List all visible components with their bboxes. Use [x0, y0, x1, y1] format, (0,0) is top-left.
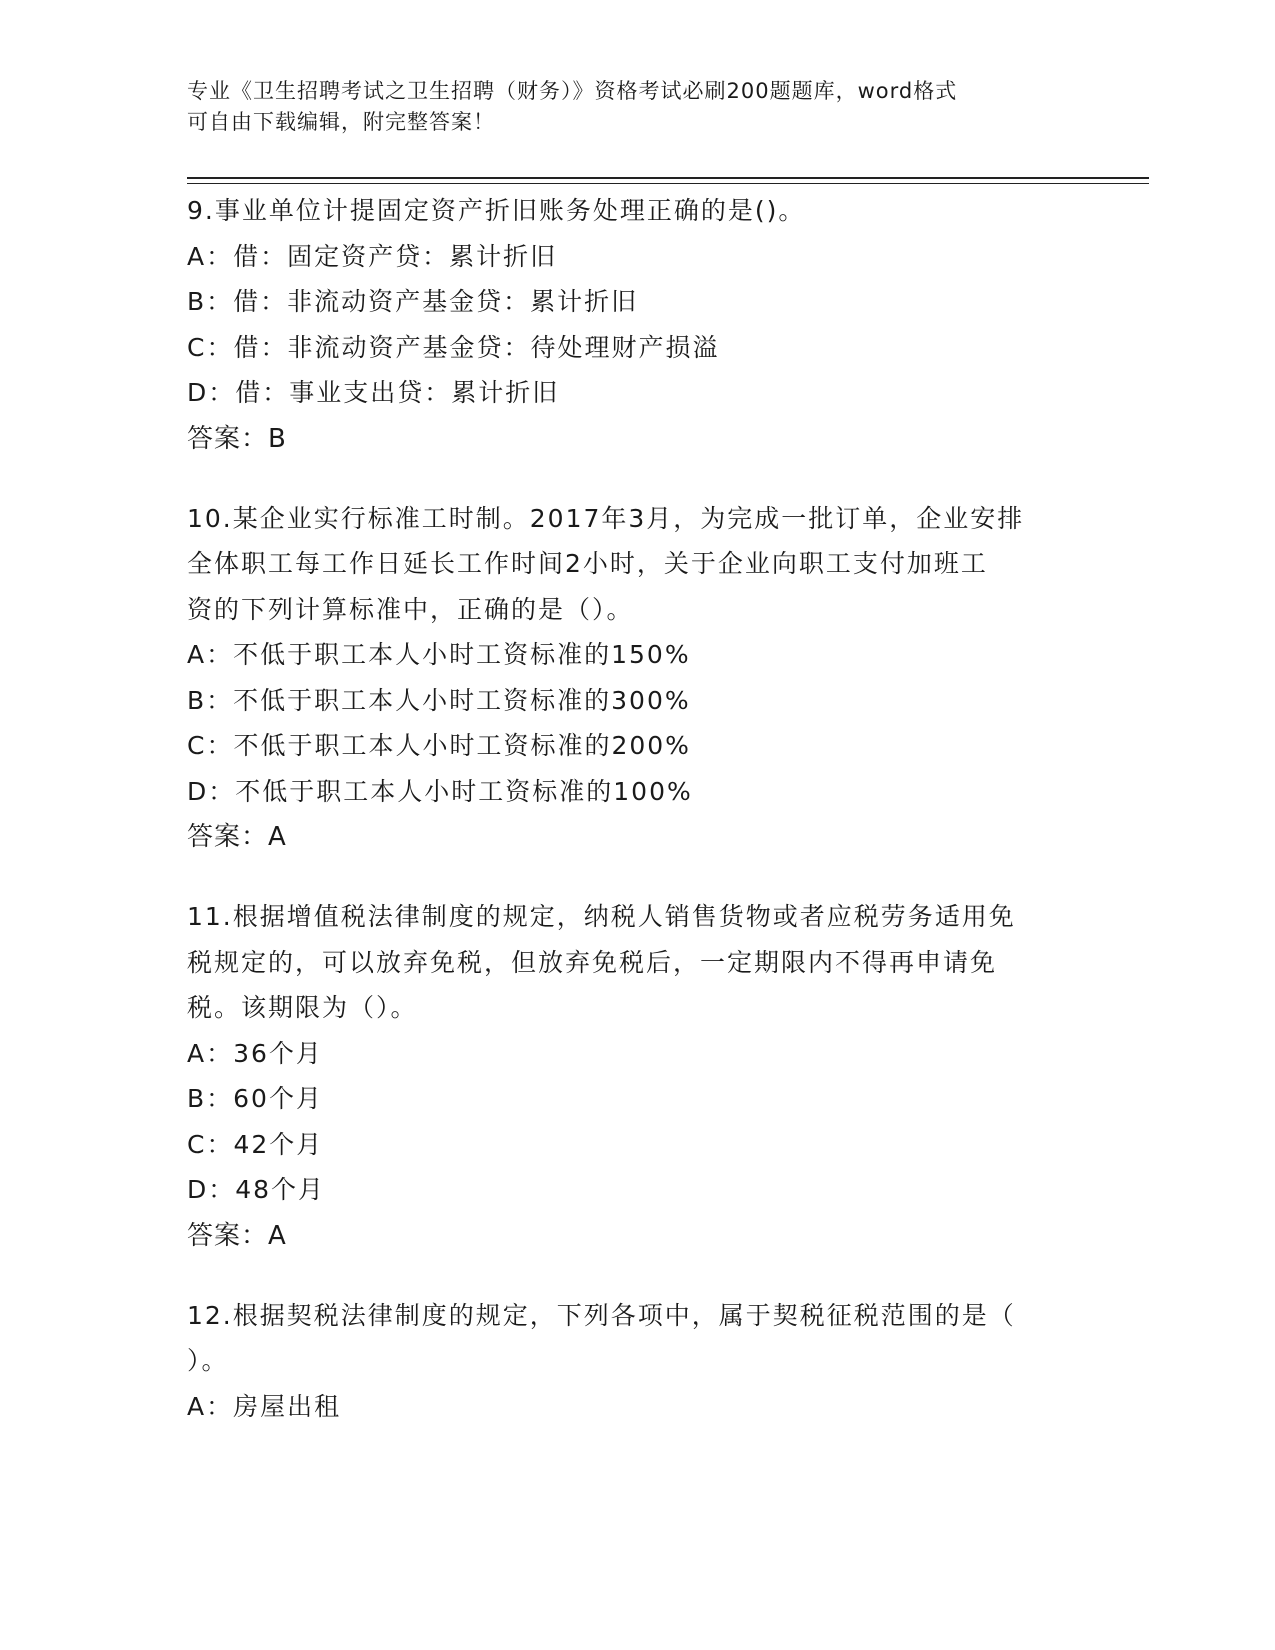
option-c: C：42个月 — [187, 1129, 324, 1159]
question-stem-line-2: 全体职工每工作日延长工作时间2小时，关于企业向职工支付加班工 — [187, 549, 988, 578]
option-d: D：借：事业支出贷：累计折旧 — [187, 378, 560, 407]
header-line-1: 专业《卫生招聘考试之卫生招聘（财务）》资格考试必刷200题题库，word格式 — [187, 79, 958, 103]
option-b: B：60个月 — [187, 1084, 323, 1113]
header-divider-thick — [187, 177, 1149, 179]
option-b: B：不低于职工本人小时工资标准的300% — [187, 685, 691, 715]
answer: 答案：B — [187, 423, 287, 454]
question-stem: 9.事业单位计提固定资产折旧账务处理正确的是()。 — [187, 196, 806, 225]
document-header — [187, 76, 1087, 138]
option-a: A：36个月 — [187, 1038, 323, 1068]
question-10 — [187, 496, 1087, 861]
option-c: C：不低于职工本人小时工资标准的200% — [187, 731, 691, 760]
option-d: D：48个月 — [187, 1175, 326, 1204]
question-stem-line-2: ）。 — [187, 1346, 229, 1375]
question-11 — [187, 894, 1087, 1259]
question-stem-line-1: 12.根据契税法律制度的规定，下列各项中，属于契税征税范围的是（ — [187, 1300, 1016, 1330]
option-a: A：房屋出租 — [187, 1391, 342, 1421]
question-9 — [187, 188, 1087, 462]
option-c: C：借：非流动资产基金贷：待处理财产损溢 — [187, 332, 720, 362]
option-d: D：不低于职工本人小时工资标准的100% — [187, 776, 693, 806]
answer: 答案：A — [187, 1220, 287, 1251]
question-stem-line-3: 税。该期限为（）。 — [187, 993, 418, 1022]
option-a: A：借：固定资产贷：累计折旧 — [187, 241, 558, 271]
option-a: A：不低于职工本人小时工资标准的150% — [187, 640, 691, 669]
question-stem-line-1: 10.某企业实行标准工时制。2017年3月，为完成一批订单，企业安排 — [187, 503, 1025, 533]
question-stem-line-3: 资的下列计算标准中，正确的是（）。 — [187, 594, 634, 624]
question-stem-line-1: 11.根据增值税法律制度的规定，纳税人销售货物或者应税劳务适用免 — [187, 902, 1016, 931]
question-list — [187, 188, 1087, 1463]
option-b: B：借：非流动资产基金贷：累计折旧 — [187, 287, 639, 316]
question-12 — [187, 1293, 1087, 1430]
header-line-2: 可自由下载编辑，附完整答案！ — [187, 110, 495, 134]
answer: 答案：A — [187, 822, 287, 852]
header-divider-thin — [187, 183, 1149, 184]
question-stem-line-2: 税规定的，可以放弃免税，但放弃免税后，一定期限内不得再申请免 — [187, 947, 998, 977]
